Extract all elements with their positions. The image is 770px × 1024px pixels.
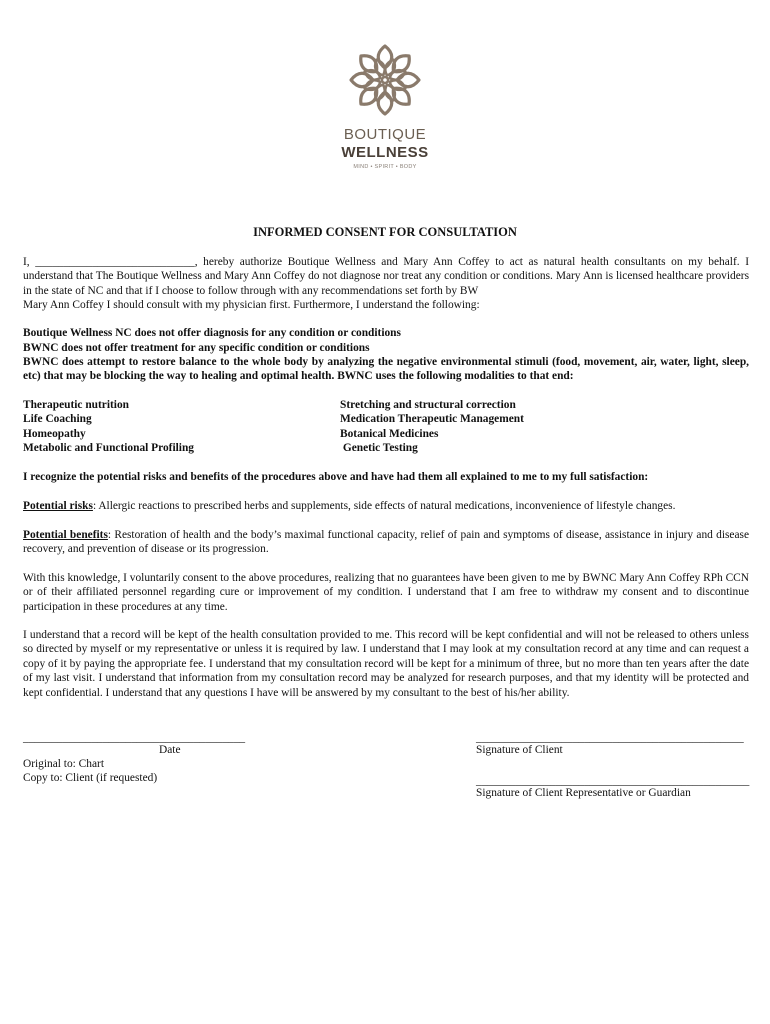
brand-tagline: MIND • SPIRIT • BODY — [353, 164, 417, 170]
modality-item: Medication Therapeutic Management — [340, 413, 524, 426]
modality-item: Life Coaching — [23, 413, 92, 426]
modality-item: Botanical Medicines — [340, 427, 439, 440]
brand-name-line2: WELLNESS — [341, 144, 429, 161]
modalities-right-list — [340, 398, 524, 456]
document-title: INFORMED CONSENT FOR CONSULTATION — [253, 225, 517, 239]
date-signature-line[interactable]: _______________________________________ — [23, 732, 246, 744]
bold-statement-3: BWNC does attempt to restore balance to the whole body by analyzing the negative environmental stimuli (food, movement, air, water, light, sleep, etc) that may be blocking the way to healing and optimal health. BWNC uses the following modalities to that end: — [23, 356, 749, 383]
modalities-left-list — [23, 398, 194, 456]
mandala-logo-icon — [345, 40, 425, 120]
representative-signature-line[interactable]: ________________________________________________ — [476, 775, 750, 787]
potential-benefits-paragraph — [23, 528, 749, 557]
original-to-note: Original to: Chart — [23, 758, 104, 770]
intro-paragraph: I, ____________________________, hereby authorize Boutique Wellness and Mary Ann Coffey to act as natural health consultants on my behalf. I understand that The Boutique Wellness and Mary Ann Coffey do not diagnose nor treat any condition or conditions. Mary Ann is licensed healthcare providers in the state of NC and that if I choose to follow through with any recommendations set forth by BW — [23, 256, 749, 297]
knowledge-paragraph: With this knowledge, I voluntarily consent to the above procedures, realizing that no guarantees have been given to me by BWNC Mary Ann Coffey RPh CCN or of their affiliated personnel regarding cure or improvement of my condition. I understand that I am free to withdraw my consent and to discontinue participation in these procedures at any time. — [23, 572, 749, 613]
modality-item: Homeopathy — [23, 427, 86, 440]
brand-name-line1: BOUTIQUE — [343, 126, 427, 143]
modality-item: Therapeutic nutrition — [23, 399, 129, 411]
brand-logo — [329, 40, 441, 171]
risks-label: Potential risks — [23, 500, 93, 512]
client-signature-line[interactable]: _______________________________________________ — [476, 732, 744, 744]
record-paragraph: I understand that a record will be kept of the health consultation provided to me. This record will be kept confidential and will not be released to others unless so directed by myself or my representative or unless it is required by law. I understand that I may look at my consultation record at any time and can request a copy of it by paying the appropriate fee. I understand that my consultation record will be kept for a minimum of three, but no more than ten years after the date of my last visit. I understand that information from my consultation record may be analyzed for research purposes, and that my identity will be protected and kept confidential. I understand that any questions I have will be answered by my consultant to the best of his/her ability. — [23, 629, 749, 699]
modality-item: Stretching and structural correction — [340, 399, 516, 411]
benefits-text: : Restoration of health and the body’s maximal functional capacity, relief of pain and symptoms of disease, assistance in injury and disease recovery, and prevention of disease or its progression. — [23, 529, 750, 556]
modality-item: Metabolic and Functional Profiling — [23, 442, 194, 455]
copy-to-note: Copy to: Client (if requested) — [23, 772, 158, 784]
bold-statement-2: BWNC does not offer treatment for any specific condition or conditions — [23, 342, 370, 354]
benefits-label: Potential benefits — [23, 529, 108, 541]
intro-paragraph-line2: Mary Ann Coffey I should consult with my physician first. Furthermore, I understand the following: — [23, 299, 480, 311]
potential-risks-paragraph — [23, 499, 749, 513]
risks-text: : Allergic reactions to prescribed herbs and supplements, side effects of natural medications, inconvenience of lifestyle changes. — [92, 500, 676, 512]
modality-item: Genetic Testing — [340, 442, 418, 455]
date-label: Date — [159, 744, 181, 756]
representative-signature-label: Signature of Client Representative or Guardian — [476, 787, 691, 799]
bold-statement-1: Boutique Wellness NC does not offer diagnosis for any condition or conditions — [23, 327, 401, 339]
recognize-statement: I recognize the potential risks and benefits of the procedures above and have had them all explained to me to my full satisfaction: — [23, 471, 649, 483]
client-signature-label: Signature of Client — [476, 744, 563, 756]
